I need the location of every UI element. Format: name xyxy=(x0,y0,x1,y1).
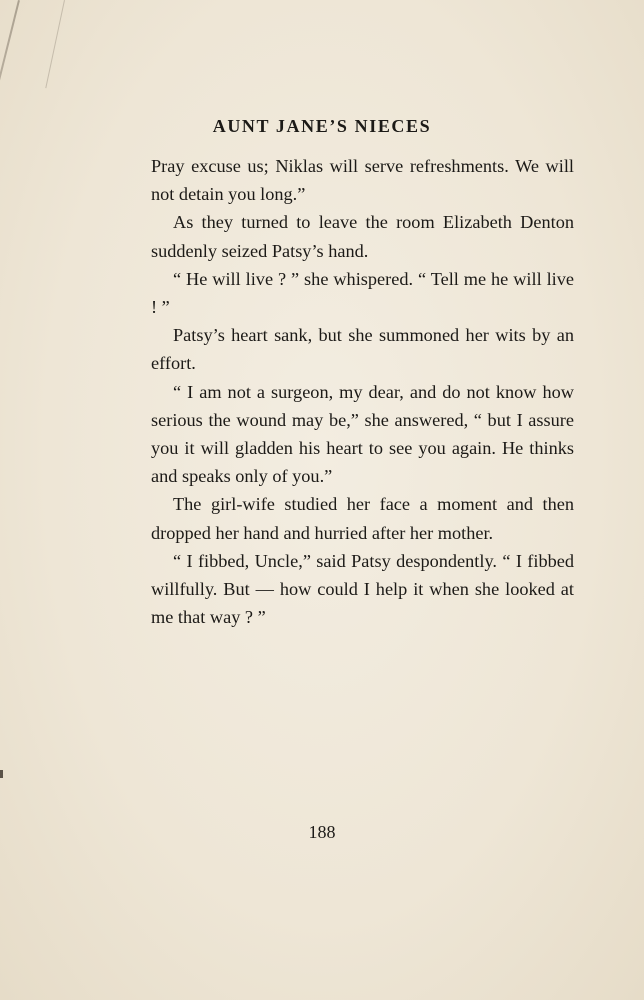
paragraph: “ I am not a surgeon, my dear, and do not know how serious the wound may be,” she answered, “ but I assure you it will gladden his heart to see you again. He thinks and speaks only of you.” xyxy=(151,381,574,487)
paragraph: As they turned to leave the room Elizabeth Denton suddenly seized Patsy’s hand. xyxy=(151,212,574,261)
page-crease xyxy=(0,0,20,292)
paragraph: The girl-wife studied her face a moment and then dropped her hand and hurried after her mother. xyxy=(151,494,574,543)
page-number: 188 xyxy=(308,822,336,842)
page-crease-secondary xyxy=(45,0,65,88)
body-text xyxy=(151,152,574,631)
paragraph: “ He will live ? ” she whispered. “ Tell me he will live ! ” xyxy=(151,268,574,318)
running-header: AUNT JANE’S NIECES xyxy=(212,116,432,136)
edge-mark xyxy=(0,770,3,778)
paragraph: “ I fibbed, Uncle,” said Patsy despondently. “ I fibbed willfully. But — how could I help it when she looked at me that way ? ” xyxy=(151,550,574,628)
paragraph: Pray excuse us; Niklas will serve refreshments. We will not detain you long.” xyxy=(151,156,574,205)
paragraph: Patsy’s heart sank, but she summoned her wits by an effort. xyxy=(151,325,574,374)
